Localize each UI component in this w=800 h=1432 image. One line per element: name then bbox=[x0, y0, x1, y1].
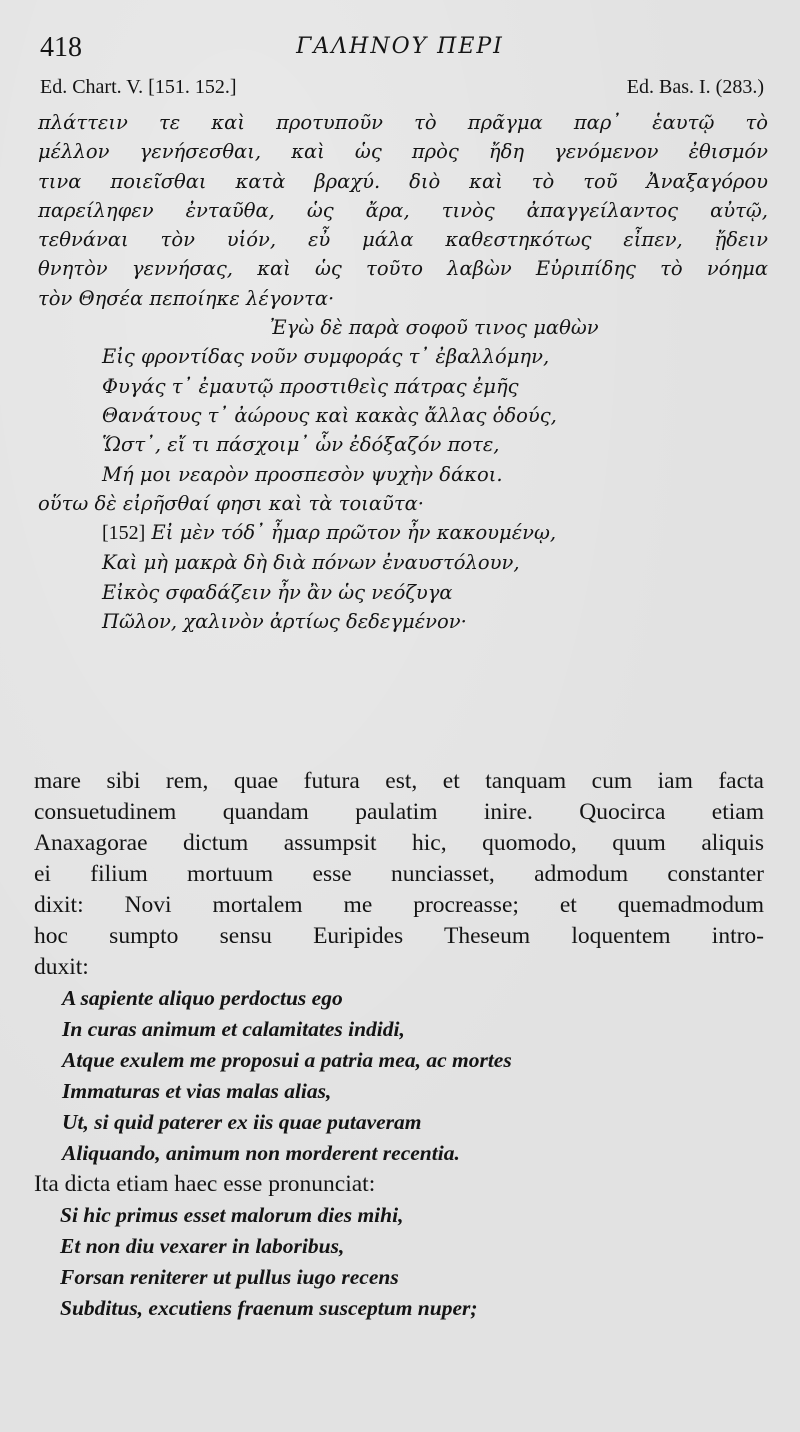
edition-reference-line bbox=[40, 76, 764, 104]
greek-verse-line: Εἰκὸς σφαδάζειν ἦν ἂν ὡς νεόζυγα bbox=[102, 580, 453, 604]
greek-prose-line: παρείληφεν ἐνταῦθα, ὡς ἄρα, τινὸς ἀπαγγείλαντος αὐτῷ, bbox=[38, 198, 768, 222]
greek-verse-text: Εἰ μὲν τόδ᾽ ἦμαρ πρῶτον ἦν κακουμένῳ, bbox=[151, 521, 557, 545]
greek-verse-line: Ἐγὼ δὲ παρὰ σοφοῦ τινος μαθὼν bbox=[270, 316, 599, 340]
latin-prose-line: duxit: bbox=[34, 954, 89, 980]
greek-prose-line: τὸν Θησέα πεποίηκε λέγοντα· bbox=[38, 286, 335, 310]
greek-verse-line: Θανάτους τ᾽ ἀώρους καὶ κακὰς ἄλλας ὁδούς, bbox=[102, 403, 557, 427]
latin-verse-line: Et non diu vexarer in laboribus, bbox=[60, 1234, 345, 1258]
latin-verse-line: A sapiente aliquo perdoctus ego bbox=[62, 986, 343, 1010]
latin-verse-line: Immaturas et vias malas alias, bbox=[62, 1079, 332, 1103]
latin-verse-line: Si hic primus esset malorum dies mihi, bbox=[60, 1203, 404, 1227]
greek-prose-line: μέλλον γενήσεσθαι, καὶ ὡς πρὸς ἤδη γενόμενον ἐθισμόν bbox=[38, 140, 768, 164]
running-title: ΓΑΛΗΝΟΥ ΠΕΡΙ bbox=[296, 34, 504, 59]
page-header bbox=[40, 28, 760, 64]
latin-prose-line: Ita dicta etiam haec esse pronunciat: bbox=[34, 1171, 376, 1197]
latin-verse-line: Atque exulem me proposui a patria mea, ac mortes bbox=[62, 1048, 512, 1072]
chartier-page-marker: [152] bbox=[102, 522, 146, 545]
page-number: 418 bbox=[40, 32, 82, 63]
edition-basel-reference: Ed. Bas. I. (283.) bbox=[626, 76, 764, 98]
greek-verse-line: Καὶ μὴ μακρὰ δὴ διὰ πόνων ἐναυστόλουν, bbox=[102, 551, 520, 575]
latin-prose-line: hoc sumpto sensu Euripides Theseum loquentem intro- bbox=[34, 923, 764, 949]
greek-verse-line: Ὥστ᾽, εἴ τι πάσχοιμ᾽ ὧν ἐδόξαζόν ποτε, bbox=[102, 433, 500, 457]
latin-verse-line: Subditus, excutiens fraenum susceptum nuper; bbox=[60, 1296, 478, 1320]
latin-prose-line: Anaxagorae dictum assumpsit hic, quomodo, quum aliquis bbox=[34, 830, 764, 856]
greek-verse-line: Πῶλον, χαλινὸν ἀρτίως δεδεγμένον· bbox=[102, 610, 467, 634]
latin-prose-line: dixit: Novi mortalem me procreasse; et quemadmodum bbox=[34, 892, 764, 918]
greek-prose-line: πλάττειν τε καὶ προτυποῦν τὸ πρᾶγμα παρ᾽ ἑαυτῷ τὸ bbox=[38, 111, 768, 134]
greek-verse-line: Φυγάς τ᾽ ἐμαυτῷ προστιθεὶς πάτρας ἐμῆς bbox=[102, 374, 519, 398]
latin-verse-line: Forsan reniterer ut pullus iugo recens bbox=[60, 1265, 399, 1289]
greek-prose-line: οὕτω δὲ εἰρῆσθαί φησι καὶ τὰ τοιαῦτα· bbox=[38, 491, 425, 515]
latin-verse-line: Ut, si quid paterer ex iis quae putaveram bbox=[62, 1110, 422, 1134]
latin-prose-line: mare sibi rem, quae futura est, et tanquam cum iam facta bbox=[34, 768, 764, 794]
greek-prose-line: τεθνάναι τὸν υἱόν, εὖ μάλα καθεστηκότως εἶπεν, ᾔδειν bbox=[38, 228, 768, 252]
latin-verse-line: In curas animum et calamitates indidi, bbox=[62, 1017, 405, 1041]
latin-text-block bbox=[34, 766, 764, 1324]
greek-verse-line bbox=[38, 518, 768, 548]
greek-prose-line: θνητὸν γεννήσας, καὶ ὡς τοῦτο λαβὼν Εὐριπίδης τὸ νόημα bbox=[38, 257, 768, 281]
latin-verse-line: Aliquando, animum non morderent recentia. bbox=[62, 1141, 460, 1165]
greek-verse-line: Μή μοι νεαρὸν προσπεσὸν ψυχὴν δάκοι. bbox=[102, 462, 503, 486]
latin-prose-line: ei filium mortuum esse nunciasset, admodum constanter bbox=[34, 861, 764, 887]
greek-prose-line: τινα ποιεῖσθαι κατὰ βραχύ. διὸ καὶ τὸ τοῦ Ἀναξαγόρου bbox=[38, 169, 768, 193]
greek-text-block bbox=[38, 108, 768, 636]
greek-verse-line: Εἰς φροντίδας νοῦν συμφοράς τ᾽ ἐβαλλόμην, bbox=[102, 345, 550, 369]
edition-chartier-reference: Ed. Chart. V. [151. 152.] bbox=[40, 76, 237, 98]
latin-prose-line: consuetudinem quandam paulatim inire. Quocirca etiam bbox=[34, 799, 764, 825]
